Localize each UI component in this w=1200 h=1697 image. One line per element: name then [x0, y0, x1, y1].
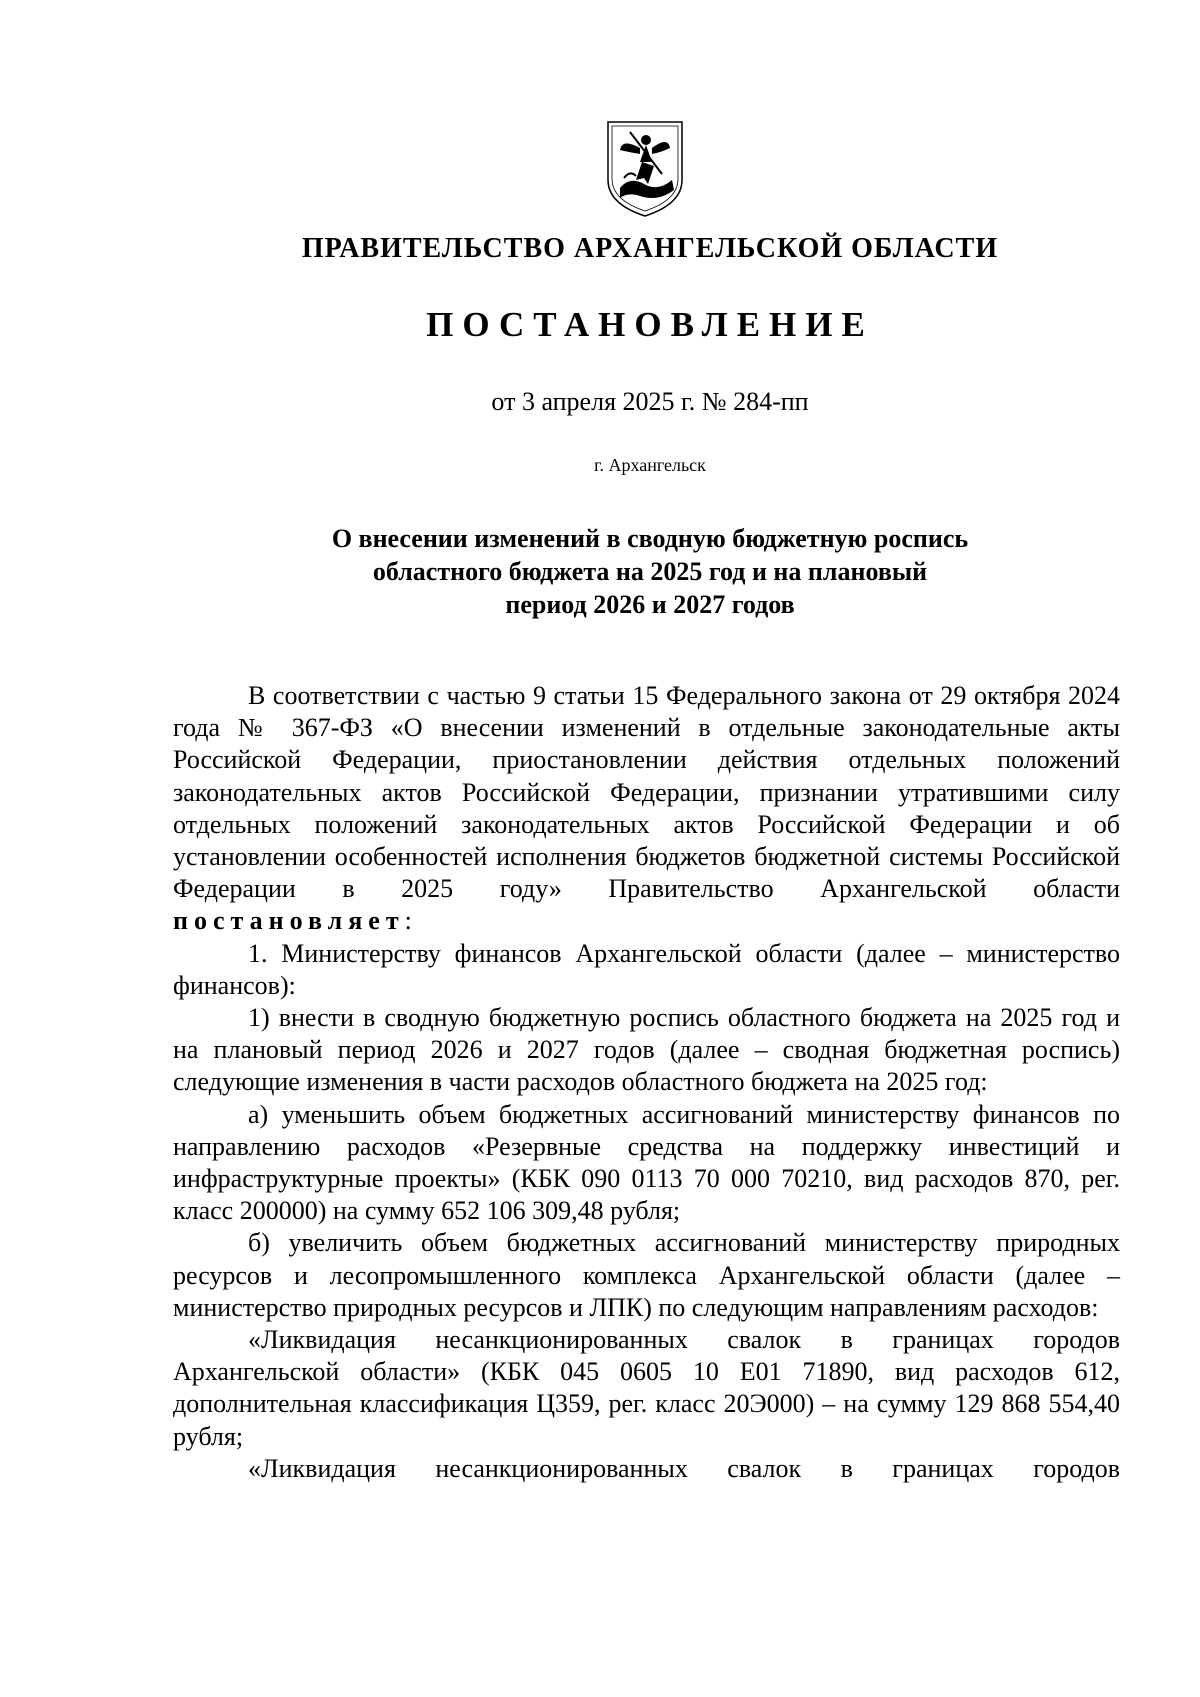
resolves-colon: : — [404, 906, 412, 936]
paragraph-item-1-1: 1) внести в сводную бюджетную роспись областного бюджета на 2025 год и на плановый период 2026 и 2027 годов (далее – сводная бюджетная роспись) следующие изменения в части расходов областного бюджета на 2025 год: — [173, 1003, 1120, 1097]
city-name: г. Архангельск — [594, 455, 706, 475]
resolves-word: постановляет — [173, 906, 405, 936]
subject-line-1: О внесении изменений в сводную бюджетную роспись — [331, 524, 969, 553]
subject-line-2: областного бюджета на 2025 год и на плановый — [372, 557, 928, 586]
paragraph-item-b: б) увеличить объем бюджетных ассигнований министерству природных ресурсов и лесопромышленного комплекса Архангельской области (далее – министерство природных ресурсов и ЛПК) по следующим направлениям расходов: — [173, 1228, 1120, 1322]
subject-line-3: период 2026 и 2027 годов — [505, 590, 795, 619]
document-subject — [50, 522, 1200, 621]
document-type-title: ПОСТАНОВЛЕНИЕ — [426, 305, 874, 344]
preamble-paragraph — [173, 680, 1120, 938]
document-body — [173, 680, 1120, 1485]
coat-of-arms-emblem — [600, 118, 690, 218]
preamble-text: В соответствии с частью 9 статьи 15 Федерального закона от 29 октября 2024 года № 367-ФЗ «О внесении изменений в отдельные законодательные акты Российской Федерации, приостановлении действия отдельных положений законодательных актов Российской Федерации, признании утратившими силу отдельных положений законодательных актов Российской Федерации и об установлении особенностей исполнения бюджетов бюджетной системы Российской Федерации в 2025 году» Правительство Архангельской области — [173, 681, 1120, 904]
date-and-number: от 3 апреля 2025 г. № 284-пп — [491, 387, 809, 416]
paragraph-item-b-2: «Ликвидация несанкционированных свалок в границах городов — [248, 1453, 1120, 1483]
government-name: ПРАВИТЕЛЬСТВО АРХАНГЕЛЬСКОЙ ОБЛАСТИ — [301, 233, 999, 264]
paragraph-item-a: а) уменьшить объем бюджетных ассигнований министерству финансов по направлению расходов «Резервные средства на поддержку инвестиций и инфраструктурные проекты» (КБК 090 0113 70 000 70210, вид расходов 870, рег. класс 200000) на сумму 652 106 309,48 рубля; — [173, 1099, 1120, 1226]
paragraph-item-1: 1. Министерству финансов Архангельской области (далее – министерство финансов): — [173, 938, 1120, 1000]
paragraph-item-b-1: «Ликвидация несанкционированных свалок в границах городов Архангельской области» (КБК 045 0605 10 Е01 71890, вид расходов 612, дополнительная классификация Ц359, рег. класс 20Э000) – на сумму 129 868 554,40 рубля; — [173, 1325, 1120, 1451]
